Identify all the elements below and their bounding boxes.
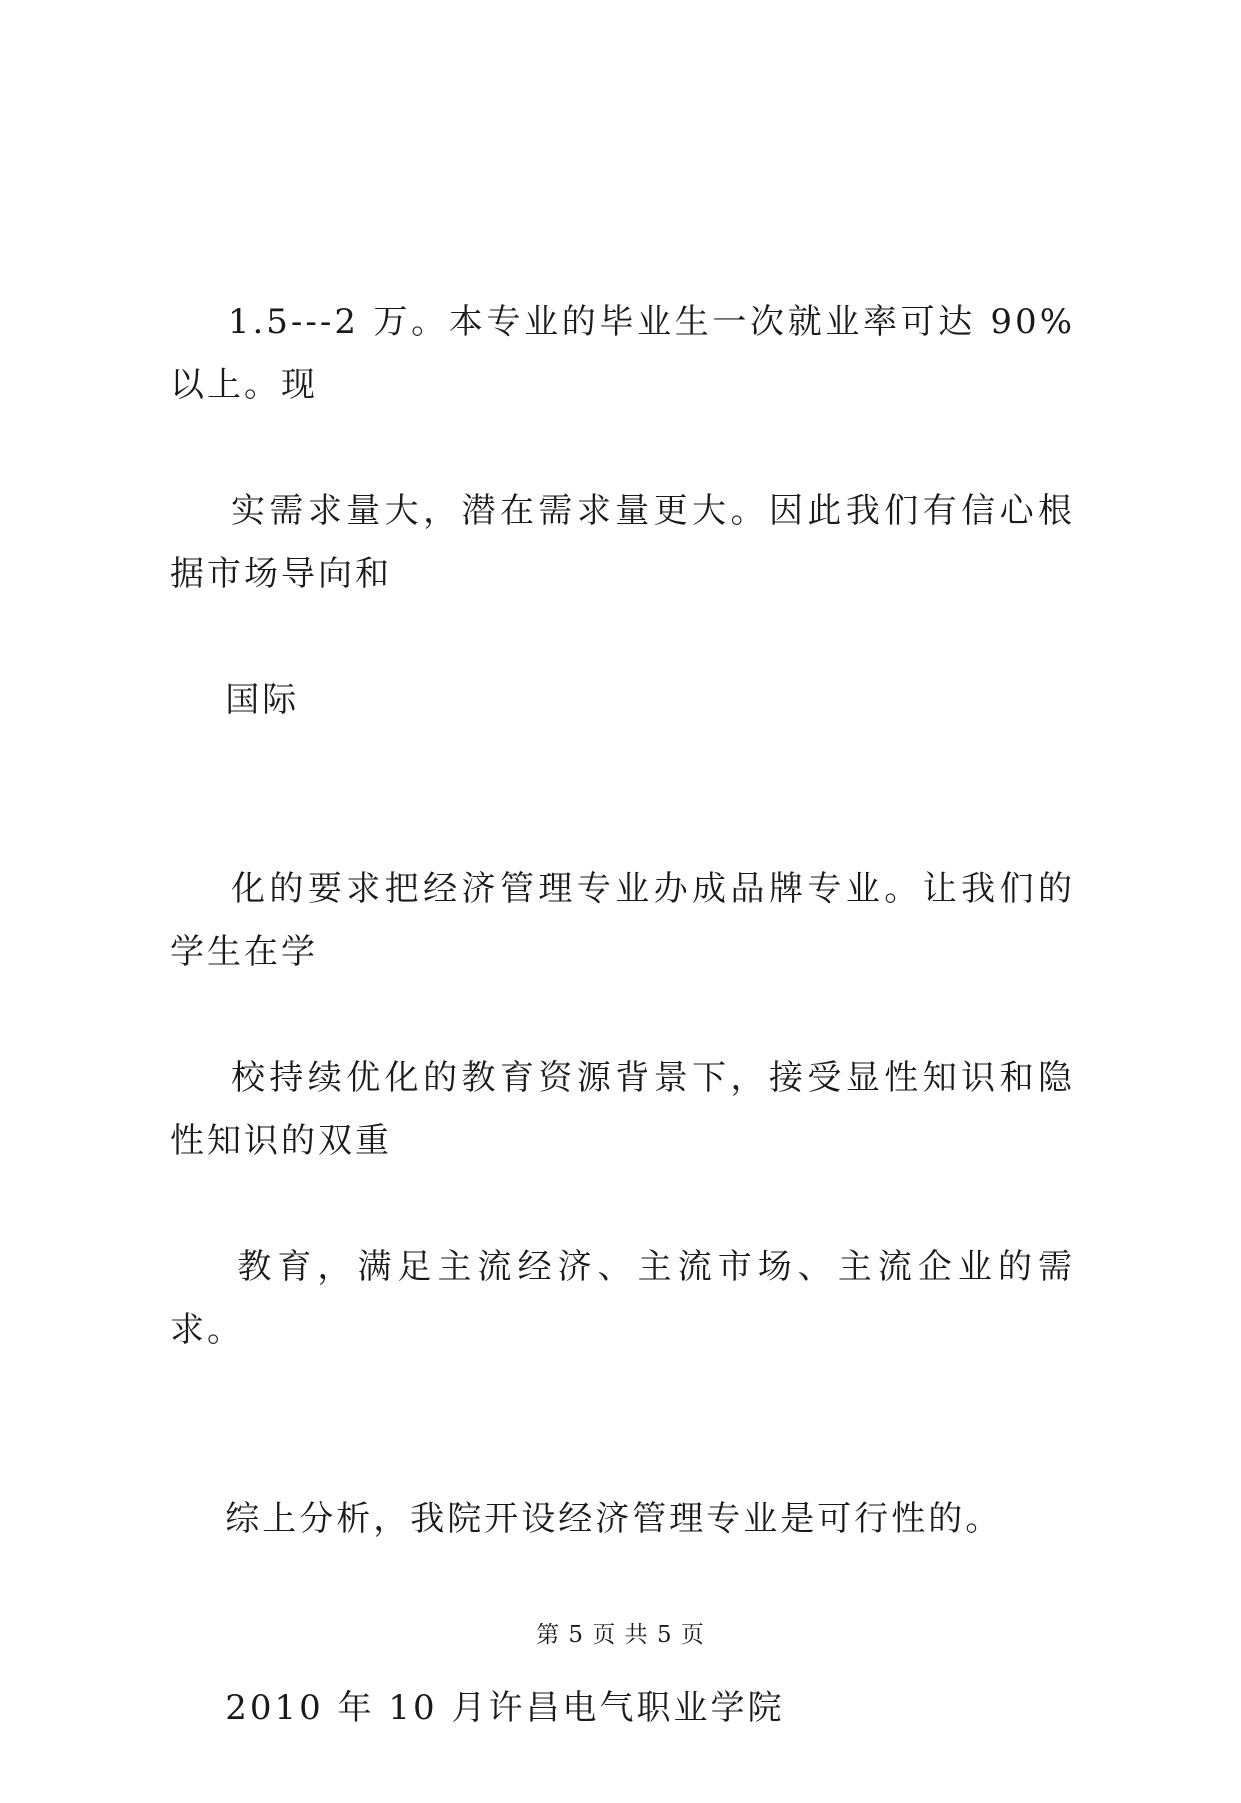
- text-line: 国际: [225, 680, 300, 720]
- text-line: 校持续优化的教育资源背景下，接受显性知识和隐性知识的双重: [170, 1058, 1075, 1161]
- document-body: [170, 228, 1075, 1803]
- text-line: 化的要求把经济管理专业办成品牌专业。让我们的学生在学: [170, 869, 1075, 972]
- text-line: 1.5---2 万。本专业的毕业生一次就业率可达 90%以上。现: [170, 302, 1075, 405]
- text-line: 2010 年 10 月许昌电气职业学院: [225, 1688, 785, 1728]
- page-number: 第 5 页 共 5 页: [536, 1622, 705, 1648]
- text-line: 教育，满足主流经济、主流市场、主流企业的需求。: [170, 1247, 1075, 1350]
- paragraph: [170, 795, 1075, 1425]
- paragraph: [170, 1425, 1075, 1614]
- text-line: 实需求量大，潜在需求量更大。因此我们有信心根据市场导向和: [170, 491, 1075, 594]
- text-line: 综上分析，我院开设经济管理专业是可行性的。: [225, 1499, 1003, 1539]
- paragraph: [170, 228, 1075, 795]
